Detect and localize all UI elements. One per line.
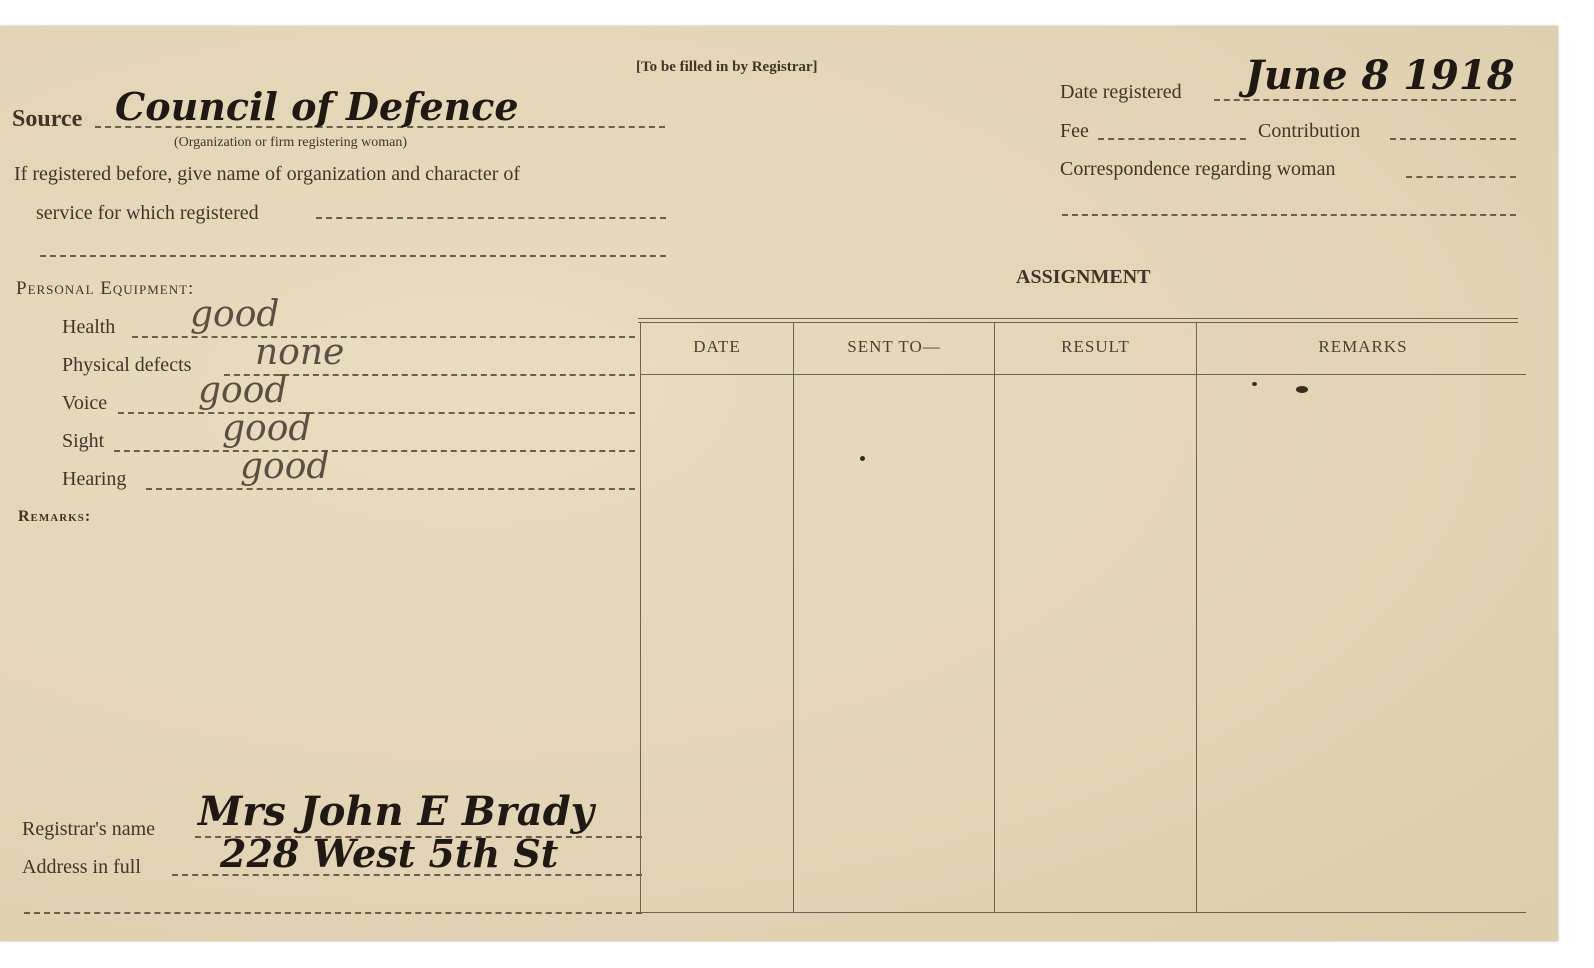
assignment-top-rule	[638, 318, 1518, 319]
equipment-value-hearing: good	[240, 446, 330, 487]
assignment-col-divider-1	[793, 322, 794, 912]
assignment-col-remarks: REMARKS	[1318, 337, 1408, 356]
assignment-bottom-rule	[640, 912, 1526, 913]
equipment-label-physical-defects: Physical defects	[62, 354, 192, 376]
fee-label: Fee	[1060, 120, 1089, 142]
source-caption: (Organization or firm registering woman)	[174, 135, 408, 150]
assignment-col-divider-0	[640, 322, 641, 912]
equipment-label-sight: Sight	[62, 430, 105, 452]
assignment-col-date: DATE	[693, 337, 741, 356]
address-label: Address in full	[22, 856, 141, 878]
equipment-dotline-health	[132, 336, 635, 338]
fee-dotline	[1098, 138, 1246, 140]
registrar-note: [To be filled in by Registrar]	[636, 59, 818, 75]
ink-spot	[1252, 382, 1257, 386]
equipment-value-sight: good	[222, 408, 312, 449]
assignment-col-divider-3	[1196, 322, 1197, 912]
registration-card	[0, 26, 1558, 941]
assignment-col-result: RESULT	[1061, 337, 1130, 356]
equipment-dotline-sight	[114, 450, 635, 452]
remarks-label: Remarks:	[18, 508, 92, 525]
assignment-title: ASSIGNMENT	[1016, 266, 1151, 288]
equipment-value-voice: good	[198, 370, 288, 411]
date-registered-dotline	[1214, 99, 1516, 101]
ink-spot	[860, 456, 865, 461]
registered-before-dotline-2	[40, 255, 666, 257]
registered-before-line1: If registered before, give name of organization and character of	[14, 163, 521, 185]
contribution-label: Contribution	[1258, 120, 1361, 142]
assignment-col-sent-to: SENT TO—	[847, 337, 941, 356]
equipment-dotline-hearing	[146, 488, 635, 490]
registered-before-line2: service for which registered	[36, 202, 259, 224]
correspondence-label: Correspondence regarding woman	[1060, 158, 1336, 180]
contribution-dotline	[1390, 138, 1516, 140]
equipment-dotline-voice	[118, 412, 635, 414]
correspondence-dotline	[1406, 176, 1516, 178]
equipment-label-hearing: Hearing	[62, 468, 127, 490]
equipment-label-voice: Voice	[62, 392, 108, 414]
date-registered-label: Date registered	[1060, 81, 1182, 103]
address-handwritten-value: 228 West 5th St	[220, 831, 559, 876]
ink-spot	[1296, 386, 1308, 393]
source-label: Source	[12, 106, 83, 132]
date-registered-handwritten-value: June 8 1918	[1245, 52, 1515, 99]
correspondence-dotline-2	[1062, 214, 1516, 216]
source-handwritten-value: Council of Defence	[115, 84, 519, 129]
equipment-value-health: good	[190, 294, 280, 335]
registrar-name-handwritten-value: Mrs John E Brady	[198, 788, 594, 835]
assignment-col-divider-2	[994, 322, 995, 912]
equipment-label-health: Health	[62, 316, 116, 338]
assignment-header-rule	[640, 374, 1526, 375]
address-dotline-2	[24, 912, 642, 914]
registered-before-dotline	[316, 217, 666, 219]
personal-equipment-heading: Personal Equipment:	[16, 278, 195, 299]
registrar-name-label: Registrar's name	[22, 818, 156, 840]
equipment-value-physical-defects: none	[255, 332, 345, 373]
assignment-top-rule-2	[638, 322, 1518, 323]
